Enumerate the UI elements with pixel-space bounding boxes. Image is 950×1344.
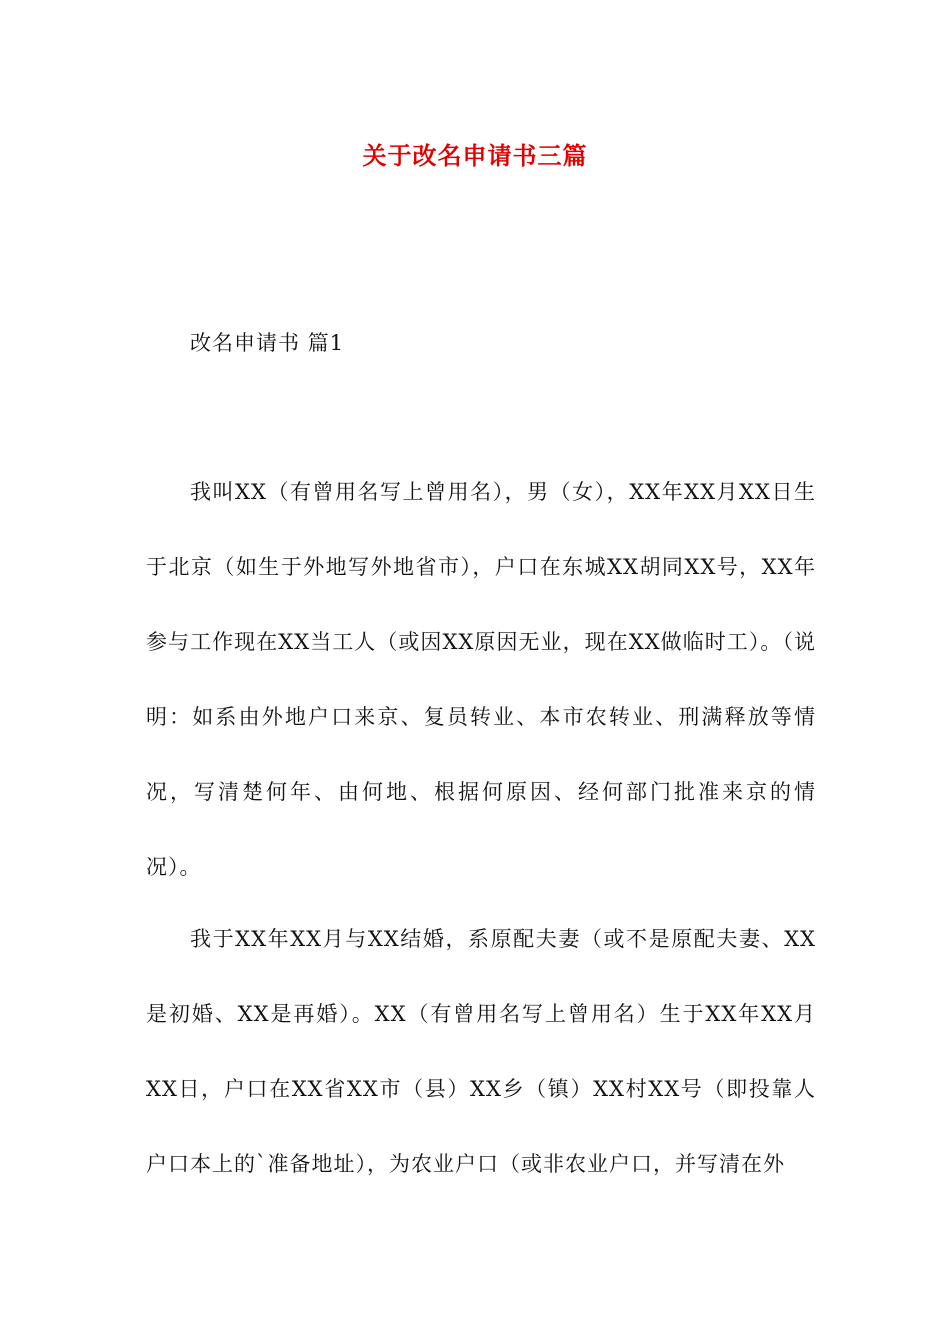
section-heading: 改名申请书 篇1 — [190, 331, 345, 355]
document-title: 关于改名申请书三篇 — [362, 142, 588, 170]
body-paragraph-1: 我叫XX（有曾用名写上曾用名），男（女），XX年XX月XX日生于北京（如生于外地写外地省市），户口在东城XX胡同XX号，XX年参与工作现在XX当工人（或因XX原因无业，现在XX做临时工）。（说明：如系由外地户口来京、复员转业、本市农转业、刑满释放等情况，写清楚何年、由何地、根据何原因、经何部门批准来京的情况）。 — [146, 480, 816, 879]
body-paragraph-2: 我于XX年XX月与XX结婚，系原配夫妻（或不是原配夫妻、XX是初婚、XX是再婚）。XX（有曾用名写上曾用名）生于XX年XX月XX日，户口在XX省XX市（县）XX乡（镇）XX村XX号（即投靠人户口本上的`准备地址），为农业户口（或非农业户口，并写清在外 — [146, 927, 816, 1176]
